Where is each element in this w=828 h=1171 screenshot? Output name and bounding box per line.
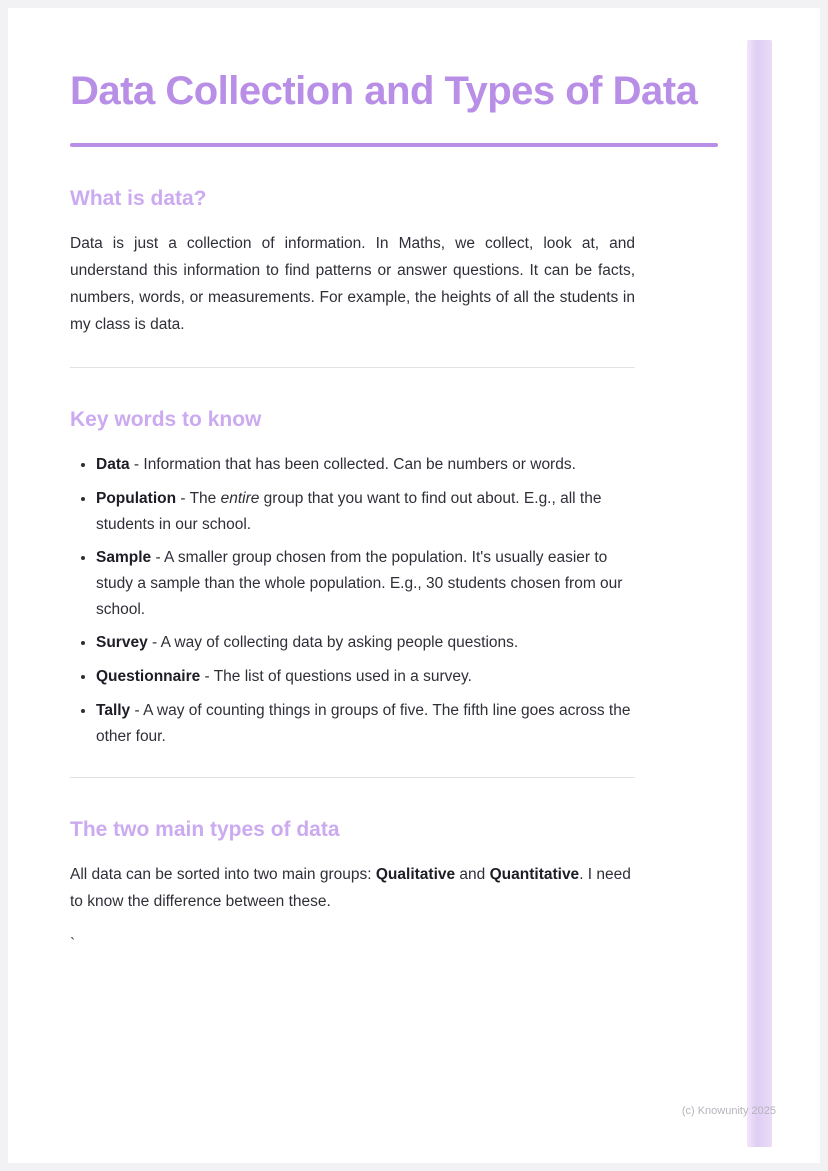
keyword-desc-italic: entire [220,489,260,507]
keyword-term: Tally [96,701,131,719]
qualitative-term: Qualitative [375,866,456,884]
paragraph-what-is-data: Data is just a collection of information. In Maths, we collect, look at, and understand this information to find patterns or answer questions. It can be facts, numbers, words, or measurements. For example, the heights of all the students in my class is data. [70,235,635,334]
keyword-term: Sample [96,549,152,567]
paragraph-post: . I need to know the difference between these. [70,866,631,911]
list-item-sample [96,545,636,622]
document-page [8,8,820,1163]
page-title: Data Collection and Types of Data [70,69,698,113]
section-divider [70,367,635,368]
list-item-questionnaire [96,664,636,690]
keyword-term: Questionnaire [96,668,201,686]
keyword-term: Survey [96,634,148,652]
section-divider [70,777,635,778]
paragraph-mid: and [455,866,490,884]
keyword-term: Population [96,489,177,507]
keyword-list [70,452,636,749]
section-heading-key-words: Key words to know [70,408,262,432]
list-item-population [96,486,636,537]
section-key-words [70,408,820,749]
paragraph-pre: All data can be sorted into two main groups: [70,866,376,884]
quantitative-term: Quantitative [489,866,580,884]
paragraph-two-types [70,862,635,916]
section-what-is-data [70,187,820,339]
keyword-desc: - A smaller group chosen from the population. It's usually easier to study a sample than the whole population. E.g., 30 students chosen from our school. [96,549,623,618]
section-two-types [70,818,820,959]
keyword-desc-pre: - The [176,489,221,507]
copyright-footer: (c) Knowunity 2025 [681,1105,776,1117]
list-item-data [96,452,636,478]
keyword-desc: - Information that has been collected. Can be numbers or words. [129,456,576,474]
keyword-desc: - The list of questions used in a survey. [200,668,472,686]
section-heading-what-is-data: What is data? [70,187,207,211]
keyword-desc: - A way of collecting data by asking people questions. [147,634,519,652]
list-item-tally [96,698,636,749]
keyword-term: Data [96,456,130,474]
keyword-desc-post: group that you want to find out about. E.g., all the students in our school. [96,489,602,533]
title-underline [70,143,718,147]
document-content [8,8,820,959]
section-heading-two-types: The two main types of data [70,818,340,842]
stray-backtick: ` [70,936,76,954]
keyword-desc: - A way of counting things in groups of five. The fifth line goes across the other four. [96,701,631,745]
list-item-survey [96,630,636,656]
